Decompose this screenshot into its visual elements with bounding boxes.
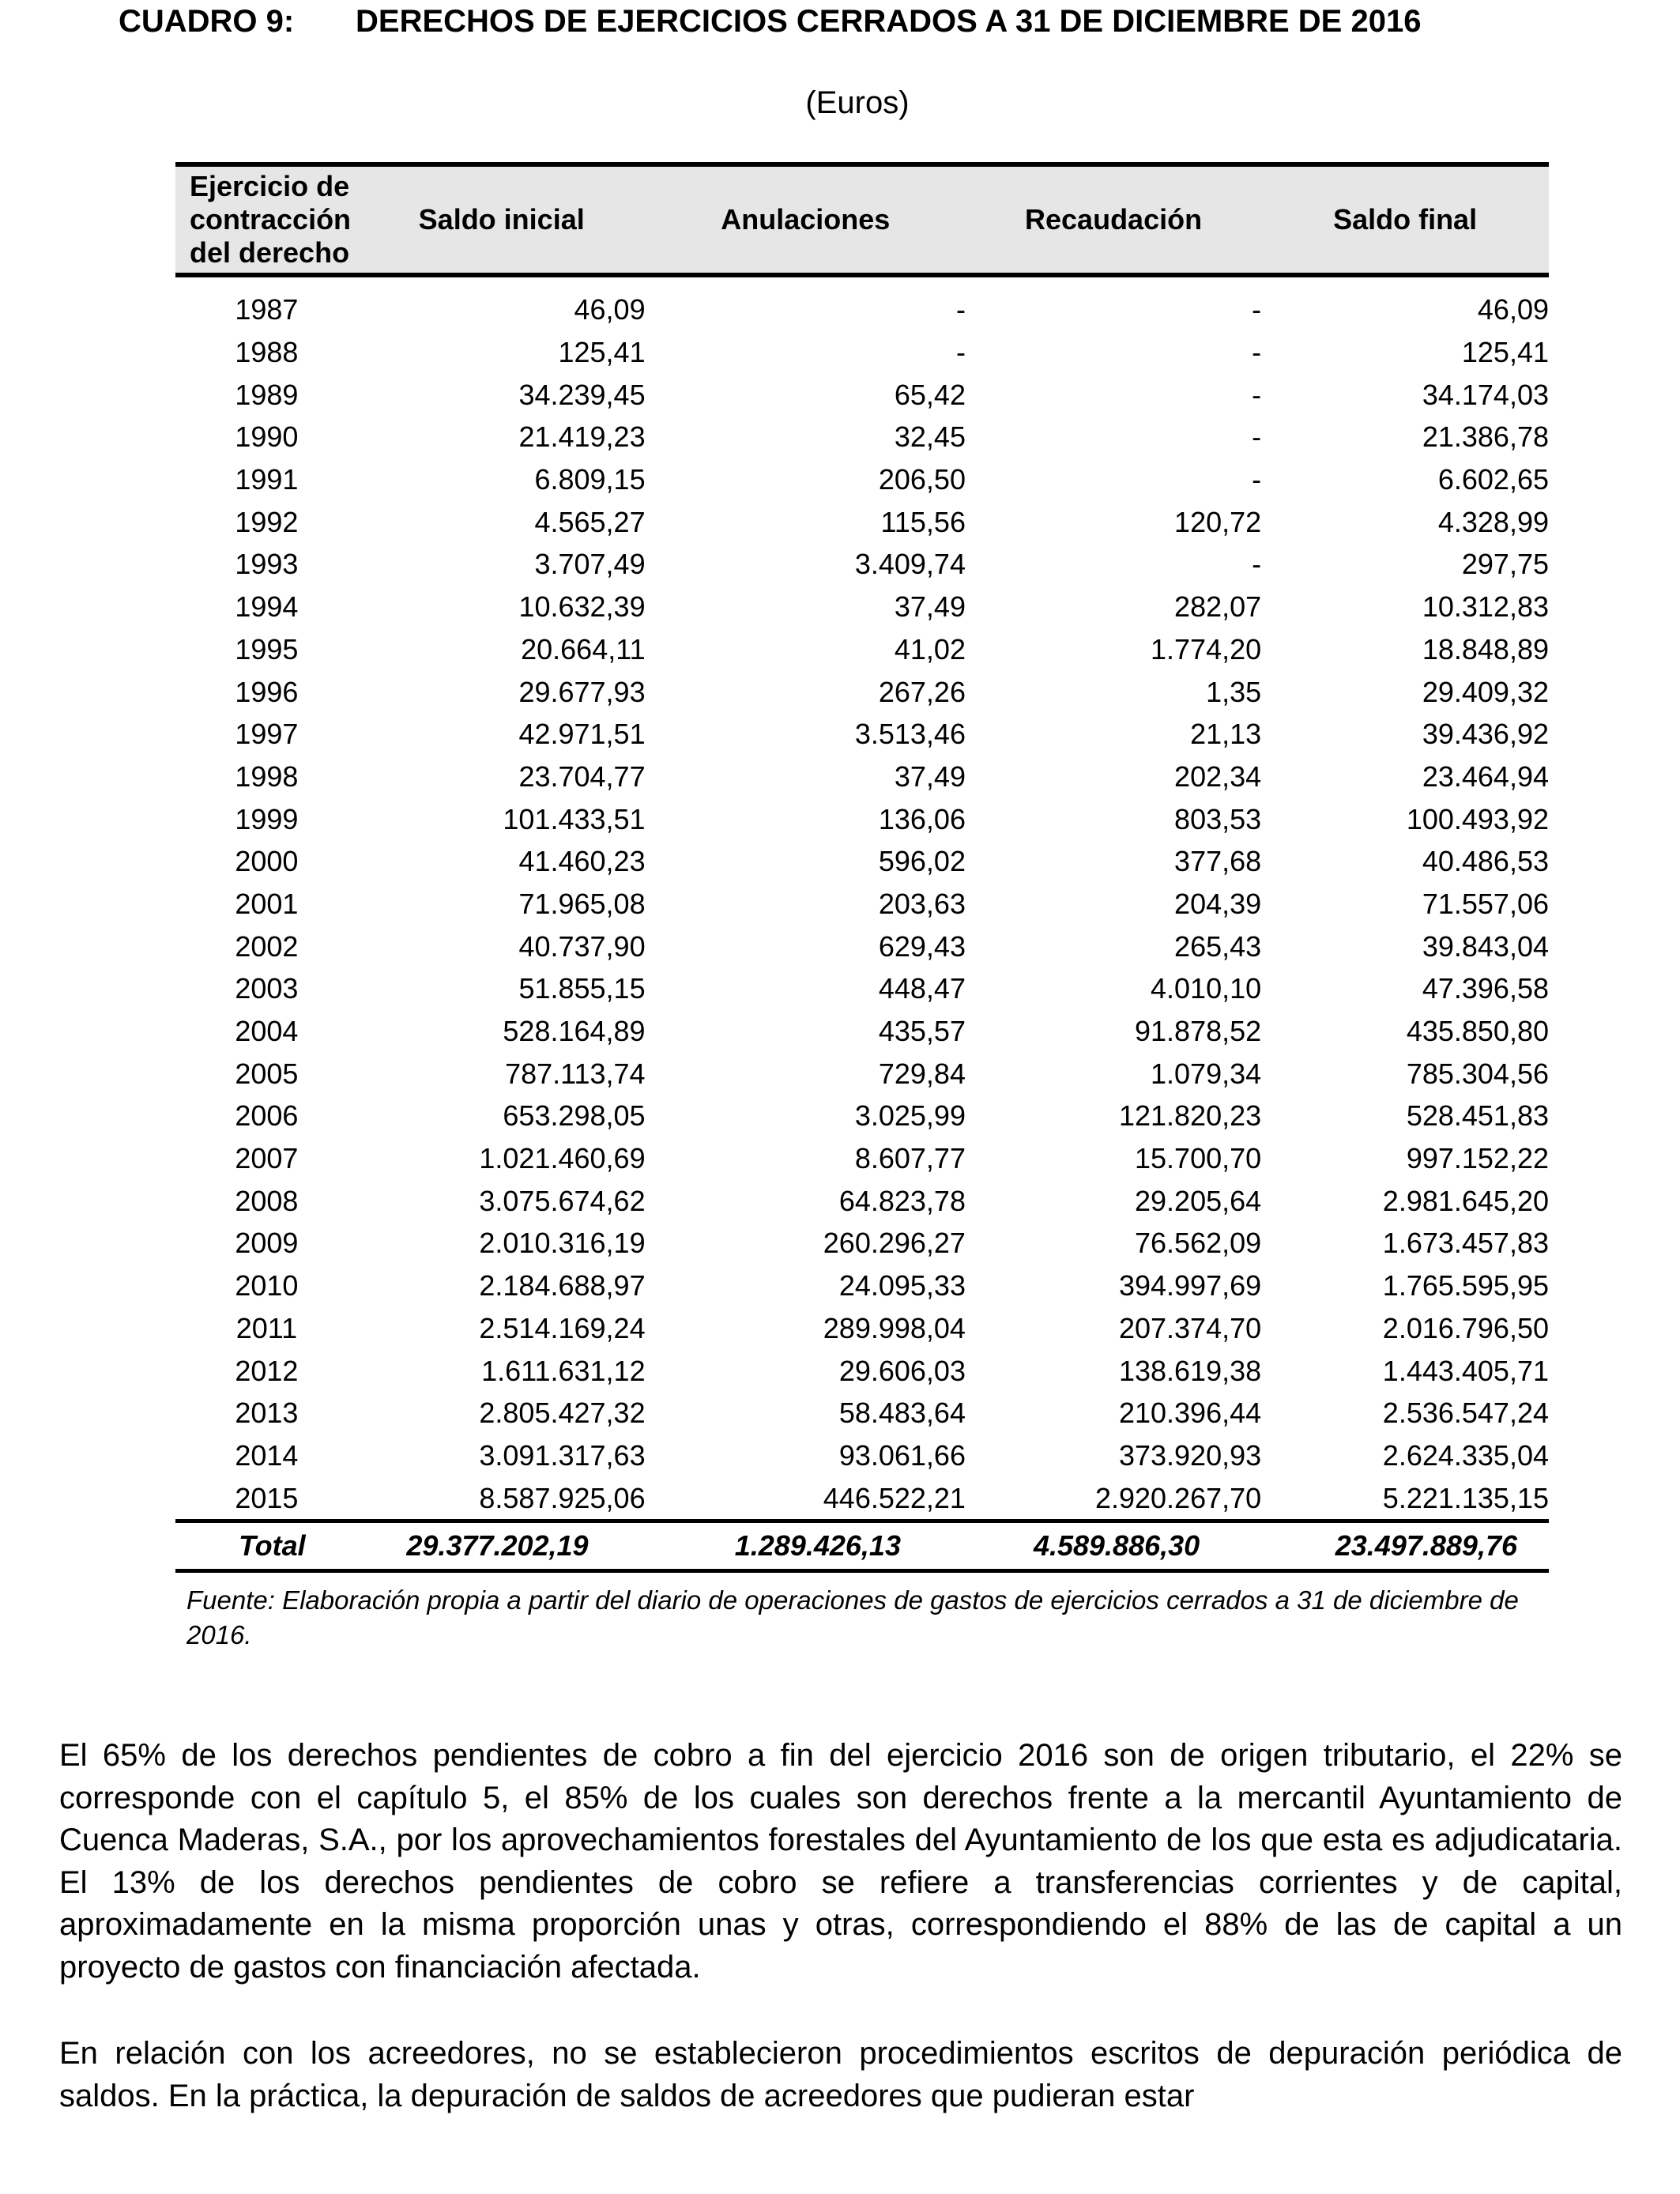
table-header-row bbox=[175, 164, 1549, 275]
cell-year: 1990 bbox=[235, 420, 299, 454]
cell-anulaciones: 58.483,64 bbox=[838, 1397, 966, 1430]
rights-table bbox=[175, 162, 1549, 1573]
cell-recaudacion: - bbox=[1252, 293, 1262, 326]
cell-recaudacion: 120,72 bbox=[1174, 505, 1262, 538]
total-recaudacion: 4.589.886,30 bbox=[966, 1521, 1261, 1570]
total-saldo-final: 23.497.889,76 bbox=[1261, 1521, 1549, 1570]
cell-anulaciones: 41,02 bbox=[894, 632, 966, 665]
cell-year: 2013 bbox=[235, 1397, 299, 1430]
cell-saldo-final: 997.152,22 bbox=[1406, 1142, 1549, 1175]
cell-anulaciones: 93.061,66 bbox=[838, 1438, 966, 1472]
cell-recaudacion: - bbox=[1252, 420, 1262, 454]
cell-recaudacion: 1.774,20 bbox=[1151, 632, 1262, 665]
cell-saldo-inicial: 10.632,39 bbox=[518, 590, 646, 624]
cell-saldo-final: 1.443.405,71 bbox=[1382, 1354, 1549, 1387]
cell-year: 2005 bbox=[235, 1057, 299, 1090]
cell-recaudacion: 29.205,64 bbox=[1135, 1184, 1262, 1217]
cell-year: 1988 bbox=[235, 336, 299, 369]
table-row bbox=[175, 1392, 1549, 1434]
cell-saldo-inicial: 46,09 bbox=[574, 293, 646, 326]
cell-recaudacion: 1.079,34 bbox=[1151, 1057, 1262, 1090]
cell-year: 2012 bbox=[235, 1354, 299, 1387]
cell-recaudacion: - bbox=[1252, 548, 1262, 581]
cell-anulaciones: 260.296,27 bbox=[823, 1227, 966, 1260]
cell-saldo-inicial: 23.704,77 bbox=[518, 760, 646, 793]
cell-saldo-final: 34.174,03 bbox=[1422, 378, 1549, 411]
cell-year: 2000 bbox=[235, 845, 299, 878]
cell-saldo-inicial: 20.664,11 bbox=[521, 632, 646, 665]
cell-saldo-final: 785.304,56 bbox=[1406, 1057, 1549, 1090]
cell-anulaciones: 136,06 bbox=[878, 802, 966, 835]
cell-year: 1991 bbox=[235, 463, 299, 496]
cell-recaudacion: 138.619,38 bbox=[1118, 1354, 1262, 1387]
cell-anulaciones: 596,02 bbox=[878, 845, 966, 878]
cell-recaudacion: 15.700,70 bbox=[1135, 1142, 1262, 1175]
header-recaudacion: Recaudación bbox=[966, 164, 1261, 275]
cell-anulaciones: 448,47 bbox=[878, 972, 966, 1005]
cell-anulaciones: 29.606,03 bbox=[838, 1354, 966, 1387]
body-paragraph-2: En relación con los acreedores, no se establecieron procedimientos escritos de depuración periódica de saldos. En la práctica, la depuración de saldos de acreedores que pudieran estar bbox=[59, 2036, 1622, 2113]
table-row bbox=[175, 967, 1549, 1010]
table-row bbox=[175, 543, 1549, 586]
table-row bbox=[175, 1010, 1549, 1053]
cell-anulaciones: 3.025,99 bbox=[854, 1099, 966, 1133]
cell-saldo-inicial: 21.419,23 bbox=[518, 420, 646, 454]
cell-year: 2006 bbox=[235, 1099, 299, 1133]
cell-saldo-final: 297,75 bbox=[1461, 548, 1549, 581]
table-row bbox=[175, 288, 1549, 331]
header-saldo-inicial: Saldo inicial bbox=[358, 164, 646, 275]
cell-anulaciones: 267,26 bbox=[878, 675, 966, 708]
cell-year: 2004 bbox=[235, 1015, 299, 1048]
cell-year: 2003 bbox=[235, 972, 299, 1005]
table-row bbox=[175, 628, 1549, 671]
table-number: CUADRO 9: bbox=[119, 4, 295, 39]
cell-saldo-final: 21.386,78 bbox=[1422, 420, 1549, 454]
cell-recaudacion: 265,43 bbox=[1174, 929, 1262, 963]
table-row bbox=[175, 500, 1549, 543]
cell-recaudacion: 207.374,70 bbox=[1118, 1311, 1262, 1344]
table-title bbox=[119, 2, 1620, 41]
cell-saldo-inicial: 29.677,93 bbox=[518, 675, 646, 708]
cell-saldo-inicial: 787.113,74 bbox=[505, 1057, 646, 1090]
cell-saldo-final: 29.409,32 bbox=[1422, 675, 1549, 708]
cell-year: 1995 bbox=[235, 632, 299, 665]
table-row bbox=[175, 1222, 1549, 1265]
cell-anulaciones: 24.095,33 bbox=[838, 1269, 966, 1302]
cell-saldo-final: 435.850,80 bbox=[1406, 1015, 1549, 1048]
cell-saldo-inicial: 653.298,05 bbox=[503, 1099, 646, 1133]
cell-anulaciones: 8.607,77 bbox=[854, 1142, 966, 1175]
cell-recaudacion: 202,34 bbox=[1174, 760, 1262, 793]
cell-saldo-inicial: 2.010.316,19 bbox=[479, 1227, 646, 1260]
cell-saldo-final: 18.848,89 bbox=[1422, 632, 1549, 665]
table-row bbox=[175, 925, 1549, 967]
table-row bbox=[175, 1349, 1549, 1392]
cell-anulaciones: 203,63 bbox=[878, 887, 966, 920]
cell-anulaciones: 37,49 bbox=[894, 760, 966, 793]
cell-saldo-inicial: 101.433,51 bbox=[503, 802, 646, 835]
cell-saldo-inicial: 3.707,49 bbox=[534, 548, 646, 581]
cell-recaudacion: 394.997,69 bbox=[1118, 1269, 1262, 1302]
cell-year: 1987 bbox=[235, 293, 299, 326]
cell-year: 1999 bbox=[235, 802, 299, 835]
cell-year: 1996 bbox=[235, 675, 299, 708]
total-anulaciones: 1.289.426,13 bbox=[646, 1521, 966, 1570]
table-row bbox=[175, 331, 1549, 374]
cell-recaudacion: 204,39 bbox=[1174, 887, 1262, 920]
table-row bbox=[175, 416, 1549, 458]
cell-recaudacion: 373.920,93 bbox=[1118, 1438, 1262, 1472]
header-anulaciones: Anulaciones bbox=[646, 164, 966, 275]
cell-saldo-final: 2.624.335,04 bbox=[1382, 1438, 1549, 1472]
cell-saldo-final: 5.221.135,15 bbox=[1382, 1481, 1549, 1514]
table-row bbox=[175, 373, 1549, 416]
cell-recaudacion: - bbox=[1252, 378, 1262, 411]
cell-anulaciones: 206,50 bbox=[878, 463, 966, 496]
cell-recaudacion: 282,07 bbox=[1174, 590, 1262, 624]
cell-saldo-inicial: 51.855,15 bbox=[518, 972, 646, 1005]
cell-saldo-final: 39.843,04 bbox=[1422, 929, 1549, 963]
table-row bbox=[175, 1052, 1549, 1095]
header-year: Ejercicio de contracción del derecho bbox=[175, 164, 358, 275]
cell-recaudacion: - bbox=[1252, 463, 1262, 496]
cell-year: 2010 bbox=[235, 1269, 299, 1302]
cell-saldo-final: 47.396,58 bbox=[1422, 972, 1549, 1005]
cell-anulaciones: 115,56 bbox=[880, 505, 966, 538]
cell-year: 1998 bbox=[235, 760, 299, 793]
cell-saldo-final: 125,41 bbox=[1461, 336, 1549, 369]
cell-saldo-final: 2.016.796,50 bbox=[1382, 1311, 1549, 1344]
cell-anulaciones: - bbox=[955, 336, 966, 369]
cell-year: 1989 bbox=[235, 378, 299, 411]
cell-year: 2015 bbox=[235, 1481, 299, 1514]
cell-saldo-final: 1.765.595,95 bbox=[1382, 1269, 1549, 1302]
cell-saldo-inicial: 3.075.674,62 bbox=[479, 1184, 646, 1217]
header-saldo-final: Saldo final bbox=[1261, 164, 1549, 275]
cell-saldo-inicial: 2.805.427,32 bbox=[479, 1397, 646, 1430]
cell-saldo-inicial: 125,41 bbox=[558, 336, 646, 369]
cell-anulaciones: 446.522,21 bbox=[823, 1481, 966, 1514]
total-saldo-inicial: 29.377.202,19 bbox=[358, 1521, 646, 1570]
cell-saldo-inicial: 2.514.169,24 bbox=[479, 1311, 646, 1344]
cell-saldo-inicial: 71.965,08 bbox=[518, 887, 646, 920]
cell-saldo-final: 4.328,99 bbox=[1437, 505, 1549, 538]
table-row bbox=[175, 1476, 1549, 1521]
table-source-note: Fuente: Elaboración propia a partir del diario de operaciones de gastos de ejercicios cerrados a 31 de diciembre de 2016. bbox=[186, 1585, 1519, 1649]
cell-anulaciones: - bbox=[955, 293, 966, 326]
cell-anulaciones: 64.823,78 bbox=[838, 1184, 966, 1217]
cell-saldo-final: 46,09 bbox=[1477, 293, 1549, 326]
table-row bbox=[175, 840, 1549, 883]
cell-saldo-inicial: 34.239,45 bbox=[518, 378, 646, 411]
cell-anulaciones: 629,43 bbox=[878, 929, 966, 963]
cell-recaudacion: - bbox=[1252, 336, 1262, 369]
cell-recaudacion: 2.920.267,70 bbox=[1094, 1481, 1262, 1514]
cell-recaudacion: 803,53 bbox=[1174, 802, 1262, 835]
cell-year: 2011 bbox=[235, 1311, 298, 1344]
cell-anulaciones: 37,49 bbox=[894, 590, 966, 624]
cell-recaudacion: 76.562,09 bbox=[1135, 1227, 1262, 1260]
cell-saldo-inicial: 6.809,15 bbox=[534, 463, 646, 496]
cell-saldo-inicial: 4.565,27 bbox=[534, 505, 646, 538]
cell-saldo-final: 23.464,94 bbox=[1422, 760, 1549, 793]
cell-year: 1992 bbox=[235, 505, 299, 538]
cell-anulaciones: 32,45 bbox=[894, 420, 966, 454]
cell-saldo-inicial: 1.021.460,69 bbox=[479, 1142, 646, 1175]
cell-saldo-inicial: 40.737,90 bbox=[518, 929, 646, 963]
table-row bbox=[175, 458, 1549, 501]
table-row bbox=[175, 1137, 1549, 1180]
cell-saldo-final: 2.536.547,24 bbox=[1382, 1397, 1549, 1430]
table-row bbox=[175, 1265, 1549, 1307]
cell-saldo-inicial: 41.460,23 bbox=[518, 845, 646, 878]
cell-year: 1993 bbox=[235, 548, 299, 581]
cell-year: 1997 bbox=[235, 718, 299, 751]
table-row bbox=[175, 713, 1549, 756]
currency-unit: (Euros) bbox=[805, 85, 910, 120]
cell-recaudacion: 21,13 bbox=[1190, 718, 1262, 751]
cell-saldo-final: 71.557,06 bbox=[1422, 887, 1549, 920]
cell-saldo-inicial: 8.587.925,06 bbox=[479, 1481, 646, 1514]
table-title-text: DERECHOS DE EJERCICIOS CERRADOS A 31 DE DICIEMBRE DE 2016 bbox=[356, 4, 1422, 39]
cell-anulaciones: 435,57 bbox=[878, 1015, 966, 1048]
cell-year: 2001 bbox=[235, 887, 299, 920]
cell-anulaciones: 3.513,46 bbox=[854, 718, 966, 751]
cell-recaudacion: 4.010,10 bbox=[1151, 972, 1262, 1005]
table-row bbox=[175, 670, 1549, 713]
table-row bbox=[175, 883, 1549, 925]
table-row bbox=[175, 586, 1549, 628]
cell-saldo-inicial: 3.091.317,63 bbox=[479, 1438, 646, 1472]
cell-recaudacion: 377,68 bbox=[1174, 845, 1262, 878]
cell-year: 1994 bbox=[235, 590, 299, 624]
cell-saldo-inicial: 1.611.631,12 bbox=[481, 1354, 646, 1387]
cell-saldo-final: 10.312,83 bbox=[1422, 590, 1549, 624]
cell-saldo-final: 1.673.457,83 bbox=[1382, 1227, 1549, 1260]
cell-anulaciones: 3.409,74 bbox=[854, 548, 966, 581]
cell-year: 2008 bbox=[235, 1184, 299, 1217]
cell-year: 2009 bbox=[235, 1227, 299, 1260]
cell-saldo-final: 6.602,65 bbox=[1437, 463, 1549, 496]
total-label: Total bbox=[175, 1521, 358, 1570]
cell-saldo-inicial: 528.164,89 bbox=[503, 1015, 646, 1048]
cell-recaudacion: 121.820,23 bbox=[1118, 1099, 1262, 1133]
table-row bbox=[175, 1307, 1549, 1350]
cell-recaudacion: 210.396,44 bbox=[1118, 1397, 1262, 1430]
cell-saldo-final: 39.436,92 bbox=[1422, 718, 1549, 751]
table-total-row bbox=[175, 1521, 1549, 1570]
cell-anulaciones: 729,84 bbox=[878, 1057, 966, 1090]
cell-saldo-final: 2.981.645,20 bbox=[1382, 1184, 1549, 1217]
table-row bbox=[175, 797, 1549, 840]
cell-year: 2014 bbox=[235, 1438, 299, 1472]
table-row bbox=[175, 1179, 1549, 1222]
body-paragraph-1: El 65% de los derechos pendientes de cobro a fin del ejercicio 2016 son de origen tributario, el 22% se corresponde con el capítulo 5, el 85% de los cuales son derechos frente a la mercantil Ayuntamiento de Cuenca Maderas, S.A., por los aprovechamientos forestales del Ayuntamiento de los que esta es adjudicataria. El 13% de los derechos pendientes de cobro se refiere a transferencias corrientes y de capital, aproximadamente en la misma proporción unas y otras, correspondiendo el 88% de las de capital a un proyecto de gastos con financiación afectada. bbox=[59, 1738, 1622, 1985]
cell-year: 2002 bbox=[235, 929, 299, 963]
cell-saldo-final: 100.493,92 bbox=[1406, 802, 1549, 835]
cell-recaudacion: 91.878,52 bbox=[1135, 1015, 1262, 1048]
cell-saldo-inicial: 2.184.688,97 bbox=[479, 1269, 646, 1302]
table-row bbox=[175, 1434, 1549, 1477]
table-row bbox=[175, 1095, 1549, 1137]
cell-anulaciones: 289.998,04 bbox=[823, 1311, 966, 1344]
table-row bbox=[175, 756, 1549, 798]
cell-anulaciones: 65,42 bbox=[894, 378, 966, 411]
cell-recaudacion: 1,35 bbox=[1206, 675, 1262, 708]
cell-saldo-inicial: 42.971,51 bbox=[518, 718, 646, 751]
cell-saldo-final: 528.451,83 bbox=[1406, 1099, 1549, 1133]
cell-year: 2007 bbox=[235, 1142, 299, 1175]
cell-saldo-final: 40.486,53 bbox=[1422, 845, 1549, 878]
